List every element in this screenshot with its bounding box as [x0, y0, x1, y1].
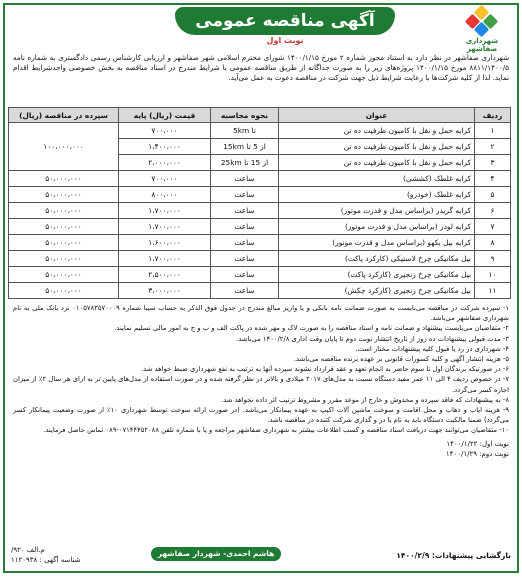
reference-code: م.الف ۹۲۰/: [11, 546, 45, 554]
row-deposit: ۵۰،۰۰۰،۰۰۰: [9, 219, 119, 235]
bid-opening-date: بازگشایی پیشنهادات: ۱۴۰۰/۲/۹: [396, 551, 511, 560]
row-deposit: ۵۰،۰۰۰،۰۰۰: [9, 187, 119, 203]
condition-item: ۱۰- متقاضیان می‌توانند جهت دریافت اسناد مناقصه و کسب اطلاعات بیشتر به شهرداری صفاشهر مراجعه و یا با شماره تلفن ۰۷۱۴۴۴۵۲۰۸۸-۰۸۹ تماس حاصل فرمایند.: [43, 426, 509, 435]
table-row: [9, 235, 511, 251]
header-cell: ردیف: [475, 108, 511, 123]
notice-header: [5, 5, 517, 53]
tender-table: [8, 107, 511, 299]
row-title: کرایه غلطک (خودرو): [279, 187, 475, 203]
header-cell: نحوه محاسبه: [211, 108, 279, 123]
logo-icon: [467, 7, 497, 35]
row-number: ۱۱: [475, 283, 511, 299]
row-deposit: ۱۰۰،۰۰۰،۰۰۰: [9, 123, 119, 171]
row-deposit: ۵۰،۰۰۰،۰۰۰: [9, 267, 119, 283]
row-deposit: ۵۰،۰۰۰،۰۰۰: [9, 235, 119, 251]
condition-item: ۶- در صورتیکه برندگان اول تا سوم حاضر به انجام تعهد و عقد قرارداد نشوند سپرده آنها به ترتیب به نفع شهرداری ضبط خواهد شد.: [141, 365, 509, 374]
header-cell: سپرده در مناقصه (ریال): [9, 108, 119, 123]
second-publication-date: نوبت دوم: ۱۴۰۰/۱/۲۹: [445, 449, 509, 458]
row-price: ۷۰۰،۰۰۰: [119, 123, 211, 139]
publication-dates: [5, 436, 517, 459]
row-number: ۵: [475, 187, 511, 203]
row-price: ۸۰۰،۰۰۰: [119, 187, 211, 203]
row-title: کرایه حمل و نقل با کامیون ظرفیت ده تن: [279, 123, 475, 139]
row-price: ۲،۰۰۰،۰۰۰: [119, 155, 211, 171]
row-title: کرایه حمل و نقل با کامیون ظرفیت ده تن: [279, 139, 475, 155]
table-row: [9, 123, 511, 139]
row-calc: ساعت: [211, 267, 279, 283]
row-calc: ساعت: [211, 283, 279, 299]
row-calc: ساعت: [211, 187, 279, 203]
row-number: ۸: [475, 235, 511, 251]
row-number: ۱: [475, 123, 511, 139]
table-row: [9, 267, 511, 283]
row-price: ۳،۰۰۰،۰۰۰: [119, 283, 211, 299]
row-price: ۱،۶۰۰،۰۰۰: [119, 235, 211, 251]
row-title: کرایه غلطک (کششی): [279, 171, 475, 187]
row-title: کرایه گریدر (براساس مدل و قدرت موتور): [279, 203, 475, 219]
table-row: [9, 203, 511, 219]
condition-item: ۹- هزینه ایاب و ذهاب و محل اقامت و سوخت ماشین آلات اکیپ به عهده پیمانکار می‌باشد. (در صورت ارائه سوخت توسط شهرداری ۱۰٪ از صورت وضعیت پیمانکار کسر می‌گردد) ضمنا مالکیت دستگاه باید به نام یا در و گذاری شرکت کننده در مناقصه باشد.: [13, 406, 509, 425]
logo-caption: شهرداری صفاشهر: [465, 37, 499, 53]
row-number: ۳: [475, 155, 511, 171]
row-number: ۶: [475, 203, 511, 219]
row-price: ۱،۷۰۰،۰۰۰: [119, 203, 211, 219]
notice-id: شناسه آگهی : ۱۱۲۰۹۳۸: [11, 556, 81, 564]
header-cell: قیمت (ریال) پایه: [119, 108, 211, 123]
row-price: ۱،۷۰۰،۰۰۰: [119, 251, 211, 267]
conditions-list: [5, 299, 517, 436]
condition-item: ۲- متقاضیان می‌بایست پیشنهاد و ضمانت نامه و اسناد مناقصه را به صورت لاک و مهر شده در پاکت الف و ب و ج به امور مالی تسلیم نمایند.: [114, 324, 509, 333]
row-title: بیل مکانیکی چرخ زنجیری (کارکرد پاکت): [279, 267, 475, 283]
condition-item: ۷- در خصوص ردیف ۴ الی ۱۱ عمر مفید دستگاه نسبت به مدل‌های ۲۰۱۷ میلادی و بالاتر در نظر گرفته شده و در صورت استفاده از مدل‌های پایین تر به ازای هر سال ۲٪ از میزان اجاره کسر می‌گردد.: [13, 375, 509, 394]
row-number: ۷: [475, 219, 511, 235]
intro-paragraph: شهرداری صفاشهر در نظر دارد به استناد مجوز شماره ۲ مورخ ۱۴۰۰/۱/۱۵ شورای محترم اسلامی شهر صفاشهر و ارزیابی کارشناس رسمی دادگستری به شماره نامه ۸۸۱۱/۱۴۰۰/۵ مورخ ۱۴۰۰/۱/۱۵ پروژه‌های زیر را به صورت جداگانه از طریق مناقصه عمومی با شرایط مندرج در اسناد مناقصه به بخش خصوصی واجدشرایط اقدام نماید. لذا از کلیه شرکت‌ها با رعایت شرایط ذیل جهت شرکت در مناقصه دعوت به عمل می‌آید.: [13, 53, 510, 82]
row-calc: ساعت: [211, 203, 279, 219]
row-calc: تا 5km: [211, 123, 279, 139]
row-number: ۹: [475, 251, 511, 267]
row-price: ۷۰۰،۰۰۰: [119, 171, 211, 187]
row-calc: ساعت: [211, 219, 279, 235]
row-price: ۱،۷۰۰،۰۰۰: [119, 219, 211, 235]
notice-title: آگهی مناقصه عمومی: [175, 7, 395, 35]
row-title: کرایه حمل و نقل با کامیون ظرفیت ده تن: [279, 155, 475, 171]
row-deposit: ۵۰،۰۰۰،۰۰۰: [9, 171, 119, 187]
row-calc: ساعت: [211, 235, 279, 251]
table-row: [9, 187, 511, 203]
notice-round: نوبت اول: [266, 36, 304, 45]
row-number: ۴: [475, 171, 511, 187]
row-deposit: ۵۰،۰۰۰،۰۰۰: [9, 251, 119, 267]
row-calc: از 5 تا 15km: [211, 139, 279, 155]
row-title: کرایه لودر (براساس مدل و قدرت موتور): [279, 219, 475, 235]
row-calc: ساعت: [211, 171, 279, 187]
condition-item: ۸- به پیشنهادات که فاقد سپرده و مخدوش و خارج از موعد مقرر و مشروط ترتیب اثر داده نخواهد شد.: [221, 395, 509, 404]
first-publication-date: نوبت اول: ۱۴۰۰/۱/۲۲: [446, 439, 509, 448]
table-row: [9, 171, 511, 187]
row-deposit: ۵۰،۰۰۰،۰۰۰: [9, 283, 119, 299]
row-title: بیل مکانیکی چرخ لاستیکی (کارکرد پاکت): [279, 251, 475, 267]
table-row: [9, 283, 511, 299]
row-price: ۲،۵۰۰،۰۰۰: [119, 267, 211, 283]
row-number: ۱۰: [475, 267, 511, 283]
table-row: [9, 219, 511, 235]
notice-codes: [11, 545, 80, 565]
condition-item: ۳- مدت قبولی پیشنهادات ده روز از تاریخ انتشار نوبت دوم تا پایان وقت اداری ۱۴۰۰/۲/۸ می‌باشد.: [236, 334, 509, 343]
header-cell: عنوان: [279, 108, 475, 123]
condition-item: ۴- شهرداری در رد یا قبول کلیه پیشنهادات مختار است.: [355, 344, 509, 353]
condition-item: ۵- هزینه انتشار آگهی و کلیه کسورات قانونی بر عهده برنده مناقصه می‌باشد.: [293, 355, 509, 364]
row-title: بیل مکانیکی چرخ زنجیری (کارکرد چکش): [279, 283, 475, 299]
mayor-signature: هاشم احمدی- شهردار صفاشهر: [151, 547, 281, 561]
row-number: ۲: [475, 139, 511, 155]
tender-notice: [3, 3, 519, 573]
condition-item: ۱- سپرده شرکت در مناقصه می‌بایست به صورت ضمانت نامه بانکی و یا واریز مبالغ مندرج در جدول فوق الذکر به حساب سیبا شماره ۰۱۰۵۷۸۳۵۷۰۰۰۹ نزد بانک ملی به نام شهرداری صفاشهر می‌باشد.: [13, 304, 509, 323]
row-calc: ساعت: [211, 251, 279, 267]
municipality-logo: [453, 7, 511, 51]
row-title: کرایه بیل بکهو (براساس مدل و قدرت موتور): [279, 235, 475, 251]
table-header-row: [9, 108, 511, 123]
table-row: [9, 251, 511, 267]
row-calc: از 15 تا 25km: [211, 155, 279, 171]
row-deposit: ۵۰،۰۰۰،۰۰۰: [9, 203, 119, 219]
row-price: ۱،۴۰۰،۰۰۰: [119, 139, 211, 155]
notice-footer: [11, 545, 511, 567]
